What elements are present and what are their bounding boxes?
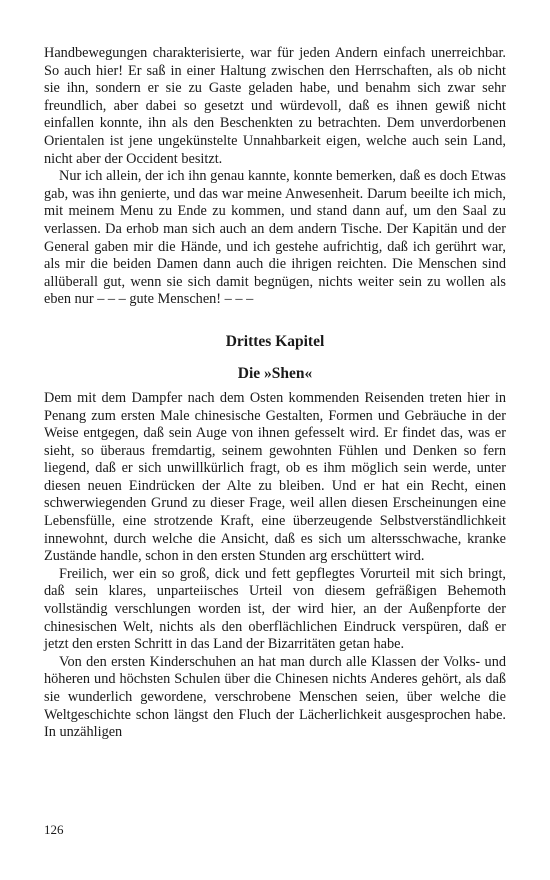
- paragraph: Freilich, wer ein so groß, dick und fett gepflegtes Vorurteil mit sich bringt, daß sein klares, unparteiisches Urteil von diesem gefräßigen Behemoth vollständig verschlungen worden ist, der wird hier, an der Außenpforte der chinesischen Welt, nichts als den oberflächlichen Eindruck verspüren, daß er jetzt den ersten Schritt in das Land der Bizarritäten getan habe.: [44, 565, 506, 653]
- book-page: [44, 45, 506, 742]
- paragraph: Von den ersten Kinderschuhen an hat man durch alle Klassen der Volks- und höheren und höchsten Schulen über die Chinesen nichts Anderes gehört, als daß sie wunderlich gewordene, verschrobene Menschen seien, über welche die Weltgeschichte schon längst den Fluch der Lächerlichkeit ausgesprochen habe. In unzähligen: [44, 653, 506, 741]
- paragraph: Nur ich allein, der ich ihn genau kannte, konnte bemerken, daß es doch Etwas gab, was ihn genierte, und das war meine Anwesenheit. Darum beeilte ich mich, mit meinem Menu zu Ende zu kommen, und stand dann auf, um den Saal zu verlassen. Da erhob man sich auch an dem andern Tische. Der Kapitän und der General gaben mir die Hände, und ich gestehe aufrichtig, daß ich gerührt war, als mir die beiden Damen dann auch die ihrigen reichten. Die Menschen sind allüberall gut, wenn sie sich damit begnügen, nichts weiter sein zu wollen als eben nur – – – gute Menschen! – – –: [44, 168, 506, 308]
- paragraph-continuation: Handbewegungen charakterisierte, war für jeden Andern einfach unerreichbar. So auch hier! Er saß in einer Haltung zwischen den Herrschaften, als ob nicht sie ihn, sondern er sie zu Gaste geladen habe, und benahm sich zwar sehr freundlich, aber dabei so gesetzt und würdevoll, daß es ihnen gewiß nicht einfallen konnte, ihn als den Beschenkten zu betrachten. Dem unverdorbenen Orientalen ist jene ungekünstelte Unnahbarkeit eigen, welche auch sein Land, nicht aber der Occident besitzt.: [44, 45, 506, 167]
- section-title: Die »Shen«: [237, 364, 313, 382]
- chapter-title: Drittes Kapitel: [225, 332, 325, 350]
- paragraph: Dem mit dem Dampfer nach dem Osten kommenden Reisenden treten hier in Penang zum ersten Male chinesische Gestalten, Formen und Gebräuche in der Weise entgegen, daß sein Auge von ihnen gefesselt wird. Er findet das, was er sieht, so überaus fremdartig, seinem gewohnten Fühlen und Denken so fern liegend, daß er sich unwillkürlich fragt, ob es ihm möglich sein werde, unter diesen neuen Eindrücken der Alte zu bleiben. Und er hat ein Recht, einen schwerwiegenden Grund zu dieser Frage, weil allen diesen Erscheinungen eine Lebensfülle, eine strotzende Kraft, eine überzeugende Selbstverständlichkeit innewohnt, durch welche die Ansicht, daß es sich um altersschwache, kranke Zustände handle, schon in den ersten Stunden arg erschüttert wird.: [44, 389, 506, 565]
- page-number: 126: [44, 822, 64, 837]
